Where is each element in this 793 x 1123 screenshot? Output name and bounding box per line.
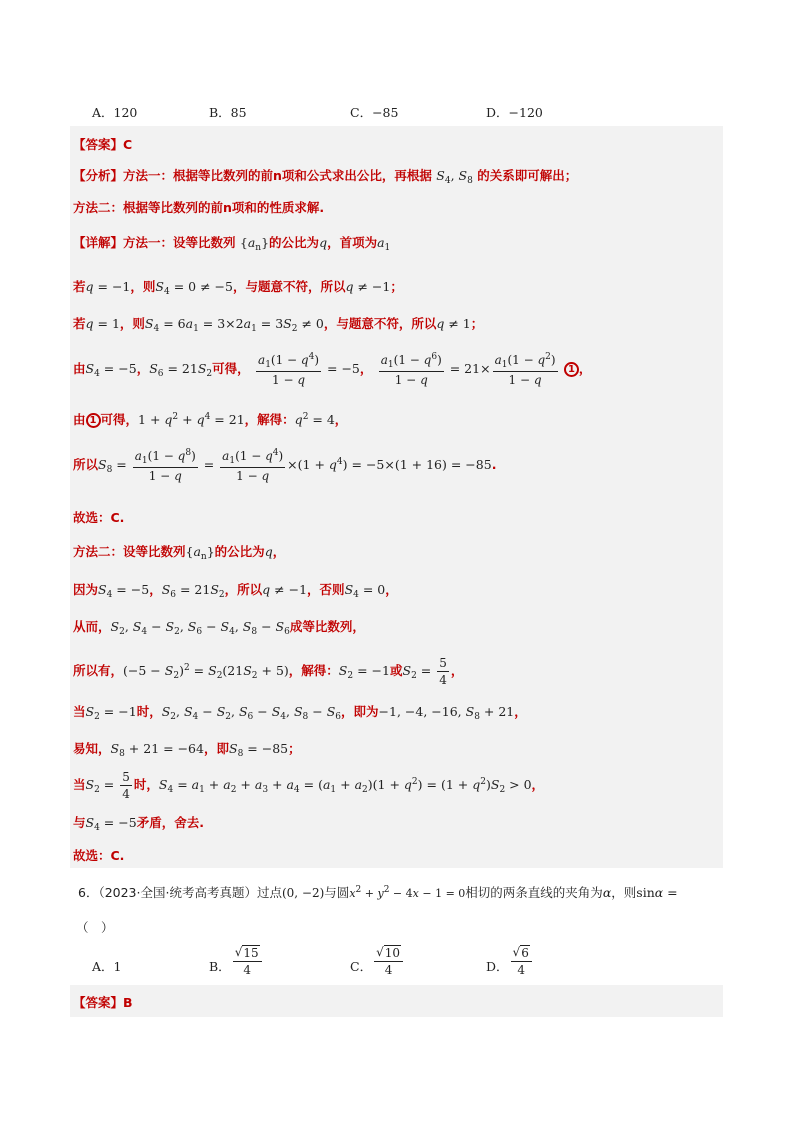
detail-line-12: 当$S_2 = -1$时，$S_2$, $S_4 - S_2$, $S_6 - S_4$, $S_8 - S_6$，即为−1, −4, −16, $S_8 + 21$，	[73, 704, 527, 722]
q6-option-b: B． √ 15 4	[209, 945, 264, 977]
analysis-line-2: 方法二：根据等比数列的前n项和的性质求解.	[73, 200, 325, 215]
detail-line-8: 方法二：设等比数列$\{a_n\}$的公比为q，	[73, 544, 286, 562]
question-6-paren: （ ）	[76, 920, 114, 935]
detail-line-16: 故选：C.	[73, 848, 125, 863]
detail-line-10: 从而，$S_2$, $S_4 - S_2$, $S_6 - S_4$, $S_8 - S_6$成等比数列，	[73, 619, 365, 637]
detail-line-2: 若q = −1，则$S_4 = 0 \ne -5$，与题意不符，所以q ≠ −1；	[73, 279, 403, 297]
answer-6-line: 【答案】B	[73, 995, 133, 1010]
circled-one-icon: 1	[564, 362, 579, 377]
answer-line: 【答案】C	[73, 137, 133, 152]
q6-option-c: C． √ 10 4	[350, 945, 405, 977]
detail-line-14: 当$S_2$ = $\frac{5}{4}$ 时，$S_4 = a_1 + a_2 + a_3 + a_4 = (a_1 + a_2)(1 + q^2) = (1 + q^2)S_2 > 0$，	[73, 770, 545, 801]
circled-one-icon: 1	[86, 413, 101, 428]
detail-line-4: 由$S_4 = -5$，$S_6 = 21S_2$可得， $\frac{a_1(1 - q^4)}{1 - q}$ = −5， $\frac{a_1(1 - q^6)}{1 - q}$ = 21× $\frac{a_1(1 - q^2)}{1 - q}$ 1 ，	[73, 352, 592, 387]
detail-line-15: 与$S_4 = -5$矛盾，舍去.	[73, 815, 204, 833]
detail-line-1: 【详解】方法一：设等比数列 $\{a_n\}$的公比为q，首项为$a_1$	[73, 235, 391, 253]
detail-line-11: 所以有，$(-5 - S_2)^2 = S_2(21S_2 + 5)$，解得：$S_2 = -1$或$S_2$ = $\frac{5}{4}$ ，	[73, 656, 464, 687]
option-b: B．85	[209, 105, 247, 120]
detail-line-9: 因为$S_4 = -5$，$S_6 = 21S_2$，所以q ≠ −1，否则$S_4 = 0$，	[73, 582, 398, 600]
detail-line-13: 易知，$S_8 + 21 = -64$，即$S_8 = -85$；	[73, 741, 301, 759]
detail-line-3: 若q = 1，则$S_4 = 6a_1 = 3\times 2a_1 = 3S_2 \ne 0$，与题意不符，所以q ≠ 1；	[73, 316, 484, 334]
detail-line-7: 故选：C.	[73, 510, 125, 525]
question-6-stem: 6．（2023·全国·统考高考真题）过点(0, −2)与圆$x^2 + y^2 - 4x - 1 = 0$相切的两条直线的夹角为α，则sinα =	[78, 885, 678, 900]
option-d: D．−120	[486, 105, 543, 120]
analysis-line-1: 【分析】方法一：根据等比数列的前n项和公式求出公比，再根据 $S_4$, $S_8$ 的关系即可解出；	[73, 168, 578, 186]
detail-line-5: 由 1 可得，$1 + q^2 + q^4 = 21$，解得：$q^2 = 4$，	[73, 412, 348, 427]
detail-line-6: 所以$S_8$ = $\frac{a_1(1 - q^8)}{1 - q}$ = $\frac{a_1(1 - q^4)}{1 - q}$ $\times(1 + q^4) = -5\times(1 + 16) = -85$.	[73, 448, 497, 483]
option-a: A．120	[92, 105, 138, 120]
answer-6-block	[70, 985, 723, 1017]
option-c: C．−85	[350, 105, 399, 120]
q6-option-a: A．1	[92, 959, 122, 974]
q6-option-d: D． √ 6 4	[486, 945, 534, 977]
